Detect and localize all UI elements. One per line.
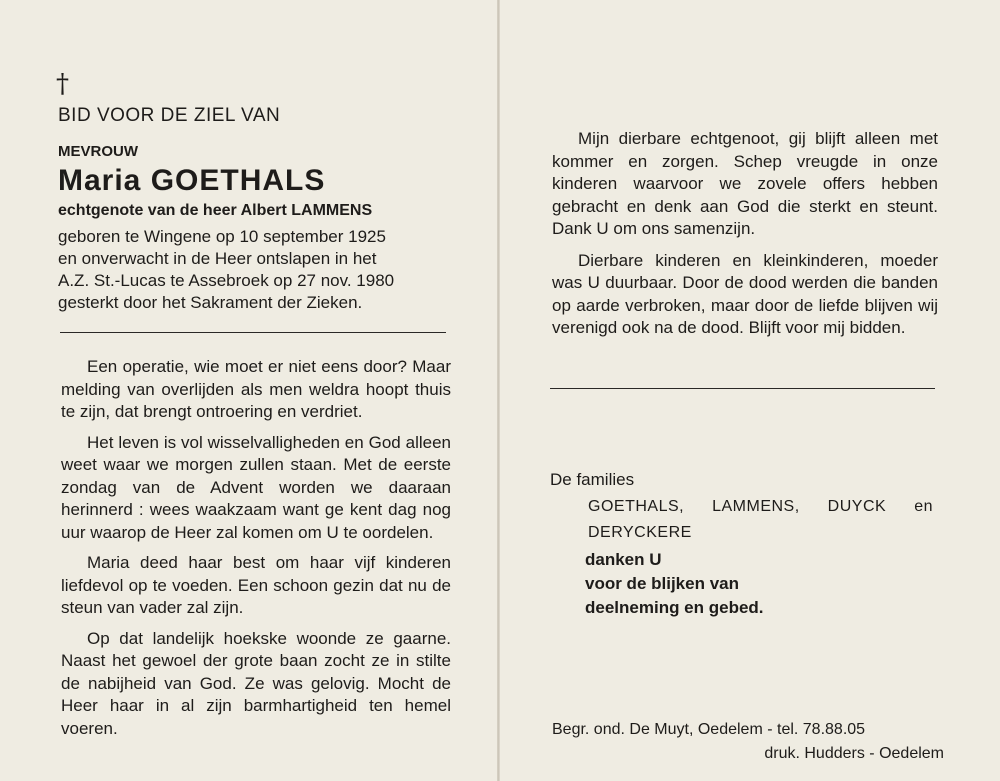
thanks-text (585, 548, 952, 620)
born-line: gesterkt door het Sakrament der Zieken. (58, 293, 363, 312)
born-line: en onverwacht in de Heer ontslapen in het (58, 249, 377, 268)
funeral-director-line: Begr. ond. De Muyt, Oedelem - tel. 78.88.05 (552, 721, 866, 738)
thanks-line: deelneming en gebed. (585, 597, 764, 617)
honorific: MEVROUW (58, 143, 138, 160)
paragraph: Op dat landelijk hoekske woonde ze gaarne. Naast het gewoel der grote baan zocht ze in stilte de nabijheid van God. Ze was gelovig. Mocht de Heer haar in al zijn barmhartigheid ten hemel voeren. (61, 628, 451, 738)
farewell-text (552, 128, 938, 340)
paragraph: Dierbare kinderen en kleinkinderen, moeder was U duurbaar. Door de dood werden die banden op aarde verbroken, maar door de liefde blijven wij verenigd ook na de dood. Blijft voor mij bidden. (552, 250, 938, 337)
paragraph: Maria deed haar best om haar vijf kinderen liefdevol op te voeden. Een schoon gezin dat nu de steun van vader zal zijn. (61, 553, 451, 617)
printer-credits (552, 718, 944, 766)
divider-rule (60, 332, 446, 333)
families-block (550, 467, 952, 620)
paragraph: Een operatie, wie moet er niet eens door? Maar melding van overlijden als men weldra hoopt thuis te zijn, dat brengt ontroering en verdriet. (61, 357, 451, 421)
divider-rule (550, 388, 935, 389)
cross-icon: † (56, 69, 69, 99)
family-names: DERYCKERE (588, 523, 692, 541)
spouse-line: echtgenote van de heer Albert LAMMENS (58, 202, 373, 219)
born-line: A.Z. St.-Lucas te Assebroek op 27 nov. 1980 (58, 271, 395, 290)
paragraph: Mijn dierbare echtgenoot, gij blijft alleen met kommer en zorgen. Schep vreugde in onze kinderen waarvoor we zovele offers hebben gebracht en denk aan God die sterkt en steunt. Dank U om ons samenzijn. (552, 129, 938, 238)
memorial-text (61, 356, 451, 740)
deceased-name: Maria GOETHALS (58, 164, 326, 197)
family-names: GOETHALS, LAMMENS, DUYCK en (588, 497, 933, 515)
printer-line: druk. Hudders - Oedelem (764, 745, 944, 762)
right-panel (552, 128, 952, 620)
thanks-line: danken U (585, 549, 662, 569)
prayer-header: BID VOOR DE ZIEL VAN (58, 105, 281, 126)
paragraph: Het leven is vol wisselvalligheden en God alleen weet waar we morgen zullen staan. Met de eerste zondag van de Advent worden we daaraan herinnerd : wees waakzaam want ge kent dag nog uur waarop de Heer zal komen om U te oordelen. (61, 432, 451, 542)
life-dates (58, 226, 458, 314)
thanks-line: voor de blijken van (585, 573, 739, 593)
card-fold (497, 0, 500, 781)
families-label: De families (550, 469, 635, 489)
born-line: geboren te Wingene op 10 september 1925 (58, 227, 386, 246)
left-panel (58, 70, 458, 740)
